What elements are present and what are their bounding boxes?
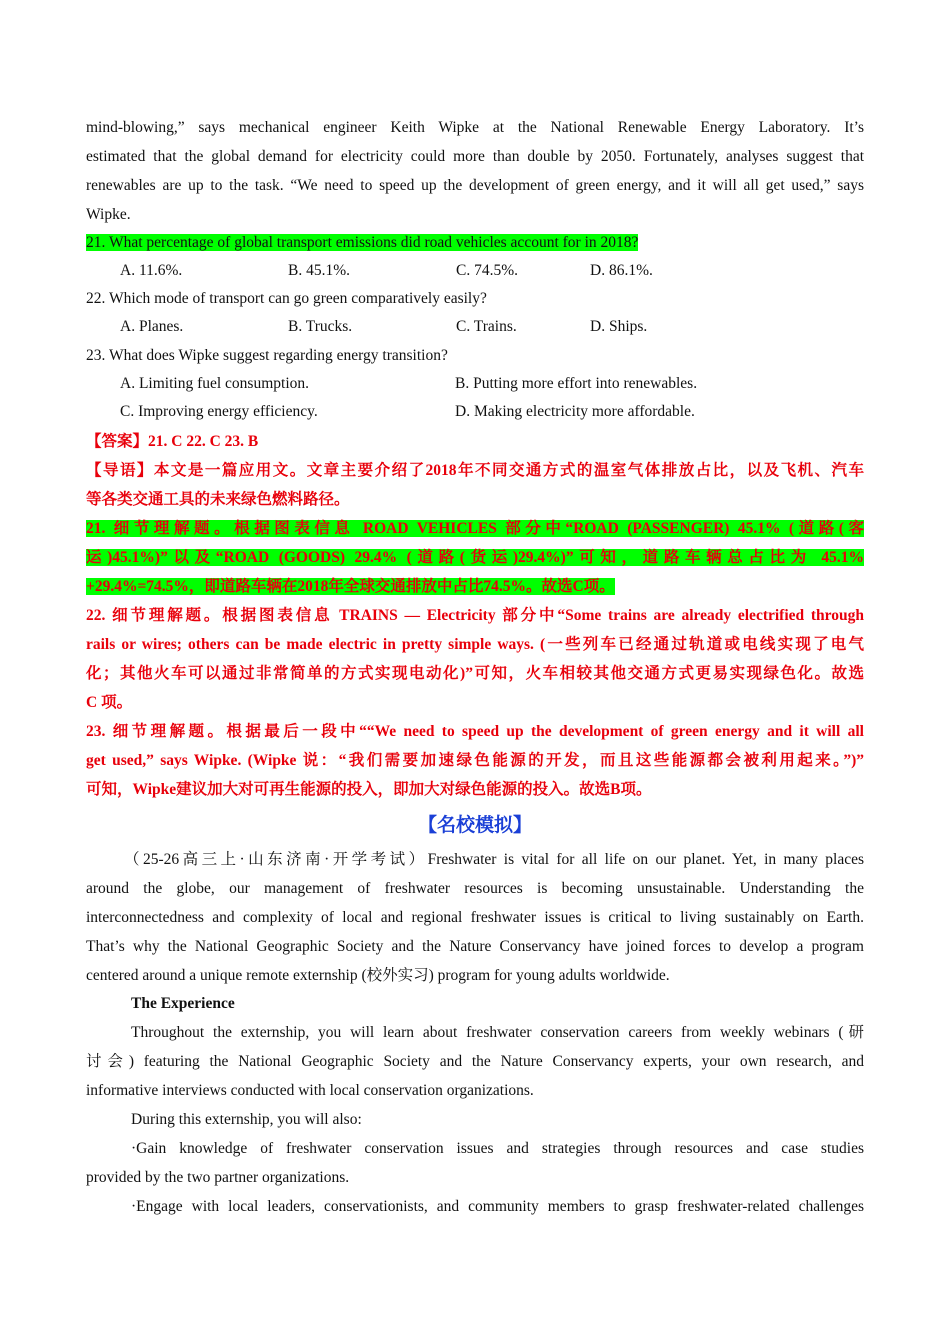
text-line: provided by the two partner organizations.	[86, 1168, 350, 1186]
option-b: B. Trucks.	[288, 318, 353, 336]
text-line: +29.4%=74.5%，即道路车辆在2018年全球交通排放中占比74.5%。故选C项。	[86, 577, 615, 595]
option-b: B. Putting more effort into renewables.	[455, 374, 698, 392]
question-stem: 21. What percentage of global transport emissions did road vehicles account for in 2018?	[86, 234, 639, 251]
text-line: 运)45.1%)”以及“ROAD (GOODS) 29.4% (道路(货运)29.4%)”可知，道路车辆总占比为 45.1%	[86, 548, 864, 566]
text-line: 可知，Wipke建议加大对可再生能源的投入，即加大对绿色能源的投入。故选B项。	[86, 780, 652, 798]
subheading: The Experience	[131, 994, 235, 1012]
text-line: informative interviews conducted with local conservation organizations.	[86, 1081, 534, 1099]
text-line: around the globe, our management of freshwater resources is becoming unsustainable. Understanding the	[86, 879, 864, 897]
passage-2-experience	[86, 1018, 864, 1105]
options-row	[86, 313, 864, 341]
option-d: D. Ships.	[590, 318, 648, 336]
text-line: rails or wires; others can be made electric in pretty simple ways. (一些列车已经通过轨道或电线实现了电气	[86, 635, 864, 653]
passage-2-intro	[86, 845, 864, 990]
options-row	[86, 370, 864, 398]
question-21	[86, 229, 864, 285]
document-content	[86, 113, 864, 1221]
bullet-item	[86, 1134, 864, 1192]
text-line: That’s why the National Geographic Society and the Nature Conservancy have joined forces to develop a program	[86, 937, 864, 955]
text-line: centered around a unique remote externship (校外实习) program for young adults worldwide.	[86, 966, 670, 984]
question-stem: 23. What does Wipke suggest regarding energy transition?	[86, 346, 448, 364]
text-line: 讨会) featuring the National Geographic Society and the Nature Conservancy experts, your own research, and	[86, 1052, 864, 1070]
option-c: C. Trains.	[456, 318, 517, 336]
text-line: ·Engage with local leaders, conservationists, and community members to grasp freshwater-related challenges	[131, 1197, 864, 1215]
text-line: 等各类交通工具的未来绿色燃料路径。	[86, 490, 350, 508]
explanation-23	[86, 717, 864, 804]
guide-section	[86, 456, 864, 514]
answer-key: 【答案】21. C 22. C 23. B	[86, 432, 259, 450]
text-line: 化；其他火车可以通过非常简单的方式实现电动化)”可知，火车相较其他交通方式更易实现绿色化。故选	[86, 664, 864, 682]
text-line: （25-26高三上·山东济南·开学考试）Freshwater is vital for all life on our planet. Yet, in many places	[124, 850, 864, 868]
explanation-22	[86, 601, 864, 717]
option-d: D. 86.1%.	[590, 262, 653, 279]
options-row	[86, 398, 864, 426]
option-a: A. Limiting fuel consumption.	[120, 374, 309, 392]
text-line: mind-blowing,” says mechanical engineer Keith Wipke at the National Renewable Energy Laboratory. It’s	[86, 119, 864, 136]
text-line: During this externship, you will also:	[131, 1110, 362, 1128]
text-line: Wipke.	[86, 206, 131, 223]
text-line: 【导语】本文是一篇应用文。文章主要介绍了2018年不同交通方式的温室气体排放占比，以及飞机、汽车	[86, 461, 864, 479]
option-c: C. Improving energy efficiency.	[120, 403, 318, 421]
text-line: renewables are up to the task. “We need to speed up the development of green energy, and it will all get used,” says	[86, 177, 864, 194]
question-23	[86, 342, 864, 427]
text-line: 22. 细节理解题。根据图表信息 TRAINS — Electricity 部分中“Some trains are already electrified through	[86, 606, 864, 624]
option-a: A. Planes.	[120, 318, 184, 336]
section-title: 【名校模拟】	[417, 813, 532, 836]
text-line: 23. 细节理解题。根据最后一段中““We need to speed up the development of green energy and it will all	[86, 722, 864, 740]
text-line: C 项。	[86, 693, 133, 711]
option-b: B. 45.1%.	[288, 262, 350, 279]
option-d: D. Making electricity more affordable.	[455, 403, 695, 421]
question-stem: 22. Which mode of transport can go green comparatively easily?	[86, 290, 487, 308]
options-row	[86, 257, 864, 285]
text-line: Throughout the externship, you will learn about freshwater conservation careers from weekly webinars (研	[131, 1023, 864, 1041]
option-c: C. 74.5%.	[456, 262, 518, 279]
explanation-21	[86, 514, 864, 601]
bullet-item	[86, 1192, 864, 1221]
text-line: get used,” says Wipke. (Wipke 说：“我们需要加速绿色能源的开发，而且这些能源都会被利用起来。”)”	[86, 751, 864, 769]
passage-end	[86, 113, 864, 229]
text-line: interconnectedness and complexity of local and regional freshwater issues is critical to living sustainably on Earth.	[86, 908, 864, 926]
question-22	[86, 285, 864, 341]
option-a: A. 11.6%.	[120, 262, 183, 279]
text-line: estimated that the global demand for electricity could more than double by 2050. Fortunately, analyses suggest that	[86, 148, 864, 165]
text-line: ·Gain knowledge of freshwater conservation issues and strategies through resources and case studies	[131, 1139, 864, 1157]
text-line: 21. 细节理解题。根据图表信息 ROAD VEHICLES 部分中“ROAD (PASSENGER) 45.1% (道路(客	[86, 519, 864, 537]
